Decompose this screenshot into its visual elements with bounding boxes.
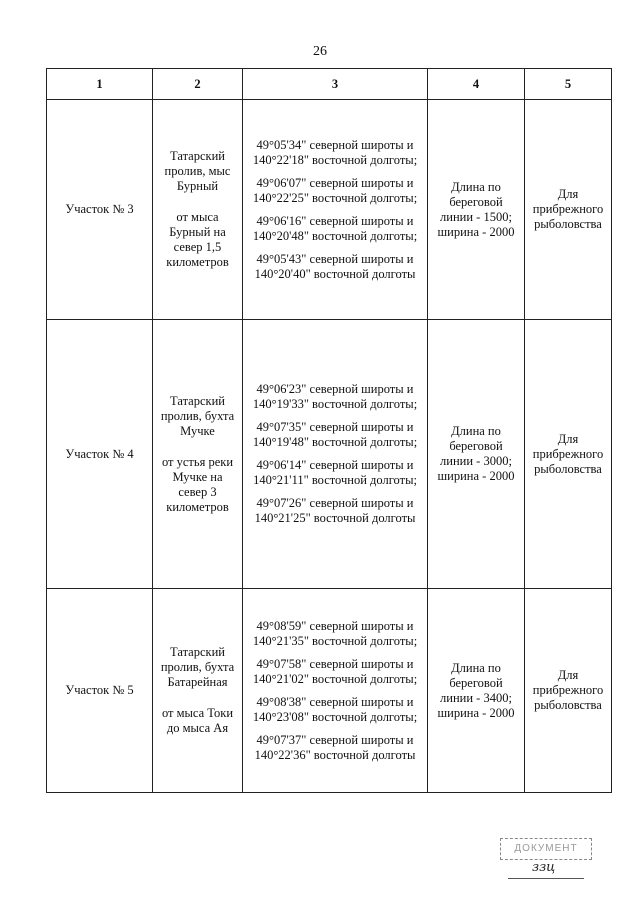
stamp-underline [508,878,584,879]
coordinate-entry: 49°05'34" северной широты и 140°22'18" восточной долготы; [252,137,418,167]
column-header: 2 [153,69,243,100]
coordinate-entry: 49°06'16" северной широты и 140°20'48" восточной долготы; [252,213,418,243]
coordinate-entry: 49°06'14" северной широты и 140°21'11" восточной долготы; [253,458,417,487]
table-row [47,320,612,589]
stamp-box: ДОКУМЕНТ [500,838,592,860]
coordinates-cell [243,100,428,320]
coordinate-entry: 49°06'23" северной широты и 140°19'33" восточной долготы; [252,382,418,411]
section-cell: Участок № 4 [47,320,153,589]
location-cell [153,100,243,320]
coordinate-entry: 49°05'43" северной широты и 140°20'40" восточной долготы [254,251,416,281]
purpose-cell: Для прибрежного рыболовства [525,100,612,320]
column-header: 4 [428,69,525,100]
coordinate-entry: 49°08'59" северной широты и 140°21'35" восточной долготы; [252,618,418,648]
location-name: Татарский пролив, мыс Бурный [164,149,231,193]
location-range: от мыса Токи до мыса Ая [161,706,234,735]
coordinate-entry: 49°07'26" северной широты и 140°21'25" восточной долготы [254,496,416,525]
stamp-handwritten-mark: ззц [532,860,556,875]
coordinates-table [46,68,612,793]
location-name: Татарский пролив, бухта Батарейная [160,645,235,689]
coordinate-entry: 49°06'07" северной широты и 140°22'25" восточной долготы; [252,175,418,205]
size-cell: Длина по береговой линии - 1500; ширина - 2000 [428,100,525,320]
location-cell [153,589,243,793]
section-cell: Участок № 3 [47,100,153,320]
column-header: 3 [243,69,428,100]
purpose-cell: Для прибрежного рыболовства [525,320,612,589]
coordinate-entry: 49°08'38" северной широты и 140°23'08" восточной долготы; [252,694,418,724]
size-cell: Длина по береговой линии - 3000; ширина - 2000 [428,320,525,589]
location-range: от устья реки Мучке на север 3 километров [161,454,234,514]
coordinate-entry: 49°07'58" северной широты и 140°21'02" восточной долготы; [252,656,418,686]
coordinates-cell [243,320,428,589]
page-number: 26 [313,44,327,59]
coordinate-entry: 49°07'37" северной широты и 140°22'36" восточной долготы [254,732,416,762]
section-cell: Участок № 5 [47,589,153,793]
location-range: от мыса Бурный на север 1,5 километров [166,210,229,269]
column-header: 1 [47,69,153,100]
table-row [47,100,612,320]
archive-stamp [500,838,592,890]
location-cell [153,320,243,589]
column-header: 5 [525,69,612,100]
coordinate-entry: 49°07'35" северной широты и 140°19'48" восточной долготы; [252,420,418,449]
size-cell: Длина по береговой линии - 3400; ширина - 2000 [428,589,525,793]
coordinates-cell [243,589,428,793]
table-header-row [47,69,612,100]
location-name: Татарский пролив, бухта Мучке [160,393,235,438]
purpose-cell: Для прибрежного рыболовства [525,589,612,793]
table-row [47,589,612,793]
